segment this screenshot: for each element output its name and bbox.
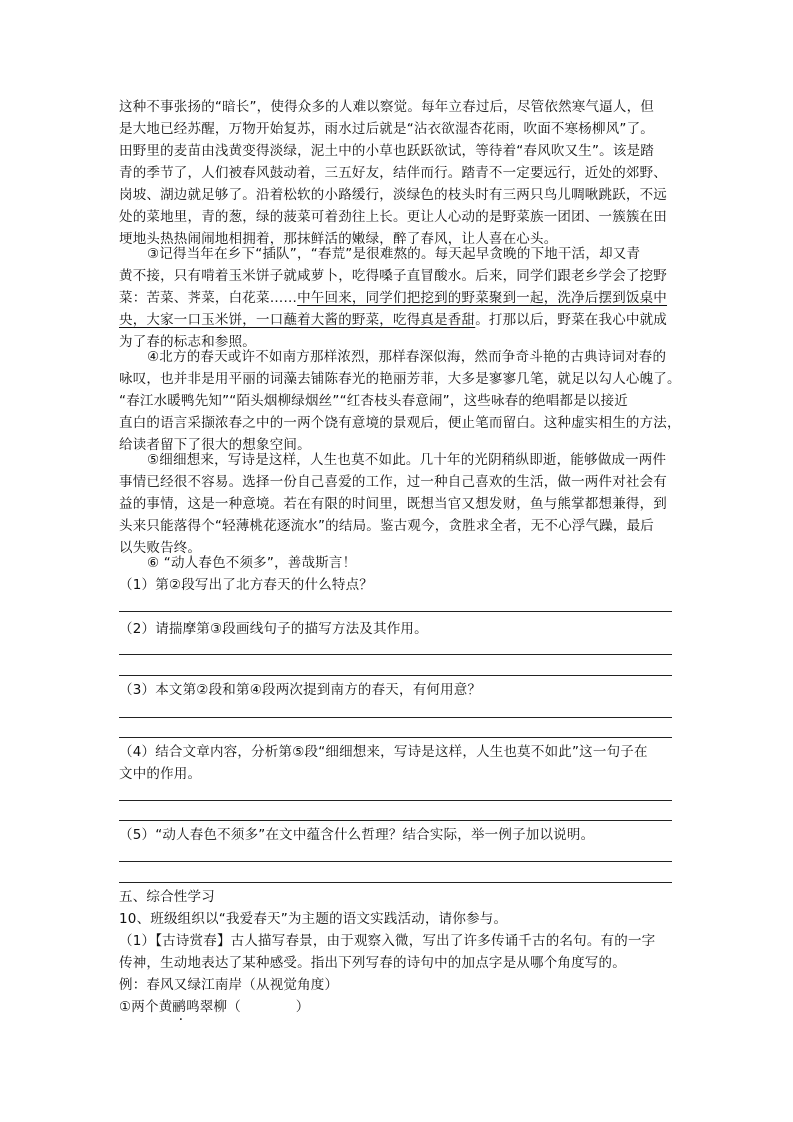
passage-line (119, 309, 679, 331)
passage-line: ④北方的春天或许不如南方那样浓烈，那样春深似海，然而争奇斗艳的古典诗词对春的 (147, 349, 667, 365)
example-line: 例：春风又绿江南岸（从视觉角度） (119, 977, 339, 993)
passage-line: 是大地已经苏醒，万物开始复苏，雨水过后就是“沾衣欲湿杏花雨，吹面不寒杨柳风”了。 (119, 121, 654, 137)
passage-line: 益的事情，这是一种意境。若在有限的时间里，既想当官又想发财，鱼与熊掌都想兼得，到 (119, 496, 667, 512)
passage-line: 头来只能落得个“轻薄桃花逐流水”的结局。鉴古观今，贪胜求全者，无不心浮气躁，最后 (119, 518, 654, 534)
passage-line: 处的菜地里，青的葱，绿的菠菜可着劲往上长。更让人心动的是野菜族一团团、一簇簇在田 (119, 209, 667, 225)
passage-line: 岗坡、湖边就足够了。沿着松软的小路缓行，淡绿色的枝头时有三两只鸟儿啁啾跳跃，不远 (119, 187, 667, 203)
question-1: （1）第②段写出了北方春天的什么特点？ (119, 577, 373, 593)
answer-line (119, 800, 672, 801)
question-3: （3）本文第②段和第④段两次提到南方的春天，有何用意？ (119, 682, 482, 698)
question-4: （4）结合文章内容，分析第⑤段“细细想来，写诗是这样，人生也莫不如此”这一句子在 (119, 744, 648, 760)
passage-line: 青的季节了，人们被春风鼓动着，三五好友，结伴而行。踏青不一定要远行，近处的郊野、 (119, 165, 667, 181)
emphasis-dot-char: 鹂 (172, 999, 187, 1015)
passage-line: “春江水暖鸭先知”“陌头烟柳绿烟丝”“红杏枝头春意闹”，这些咏春的绝唱都是以接近 (119, 393, 628, 409)
passage-line: 田野里的麦苗由浅黄变得淡绿，泥土中的小草也跃跃欲试，等待着“春风吹又生”。该是踏 (119, 143, 654, 159)
passage-line: 给读者留下了很大的想象空间。 (119, 437, 311, 453)
passage-line: ③记得当年在乡下“插队”，“春荒”是很难熬的。每天起早贪晚的下地干活，却又青 (147, 246, 641, 262)
answer-line (119, 654, 672, 655)
passage-line: 为了春的标志和参照。 (119, 334, 256, 350)
underlined-sentence: 央，大家一口玉米饼，一口蘸着大酱的野菜，吃得真是香甜 (119, 312, 476, 328)
section-heading: 五、综合性学习 (119, 889, 215, 905)
passage-text: 。打那以后，野菜在我心中就成 (475, 312, 668, 328)
passage-line: 埂地头热热闹闹地相拥着，那抹鲜活的嫩绿，醉了春风，让人喜在心头。 (119, 231, 558, 247)
answer-line (119, 675, 672, 676)
passage-line: 以失败告终。 (119, 540, 202, 556)
question-10: 10、班级组织以“我爱春天”为主题的语文实践活动，请你参与。 (119, 911, 508, 927)
poem-answer-blank: 鸣翠柳（ ） (186, 999, 310, 1015)
passage-line: ⑤细细想来，写诗是这样，人生也莫不如此。几十年的光阴稍纵即逝，能够做成一两件 (147, 452, 667, 468)
passage-line: ⑥ “动人春色不须多”，善哉斯言！ (147, 555, 357, 571)
sub-question-1: （1）【古诗赏春】古人描写春景，由于观察入微，写出了许多传诵千古的名句。有的一字 (119, 933, 656, 949)
question-4-cont: 文中的作用。 (119, 766, 202, 782)
passage-line: 咏叹，也并非是用平丽的词藻去铺陈春光的艳丽芳菲，大多是寥寥几笔，就足以勾人心魄了。 (119, 371, 681, 387)
passage-line (119, 287, 679, 309)
passage-line: 黄不接，只有啃着玉米饼子就咸萝卜，吃得嗓子直冒酸水。后来，同学们跟老乡学会了挖野 (119, 268, 667, 284)
answer-line (119, 717, 672, 718)
answer-line (119, 861, 672, 862)
answer-line (119, 737, 672, 738)
question-5: （5）“动人春色不须多”在文中蕴含什么哲理？结合实际，举一例子加以说明。 (119, 827, 595, 843)
question-2: （2）请揣摩第③段画线句子的描写方法及其作用。 (119, 621, 428, 637)
answer-line (119, 882, 672, 883)
passage-line: 这种不事张扬的“暗长”，使得众多的人难以察觉。每年立春过后，尽管依然寒气逼人，但 (119, 99, 654, 115)
passage-line: 事情已经很不容易。选择一份自己喜爱的工作，过一种自己喜欢的生活，做一两件对社会有 (119, 474, 667, 490)
answer-line (119, 611, 672, 612)
poem-text: ①两个黄 (119, 999, 173, 1015)
answer-line (119, 820, 672, 821)
passage-line: 直白的语言采撷浓春之中的一两个饶有意境的景观后，便止笔而留白。这种虚实相生的方法， (119, 415, 681, 431)
passage-text: 菜：苦菜、荠菜，白花菜…… (119, 290, 298, 306)
poem-item-1 (119, 996, 679, 1018)
underlined-sentence: 中午回来，同学们把挖到的野菜聚到一起，洗净后摆到饭桌中 (297, 290, 668, 306)
sub-question-1-cont: 传神，生动地表达了某种感受。指出下列写春的诗句中的加点字是从哪个角度写的。 (119, 955, 626, 971)
